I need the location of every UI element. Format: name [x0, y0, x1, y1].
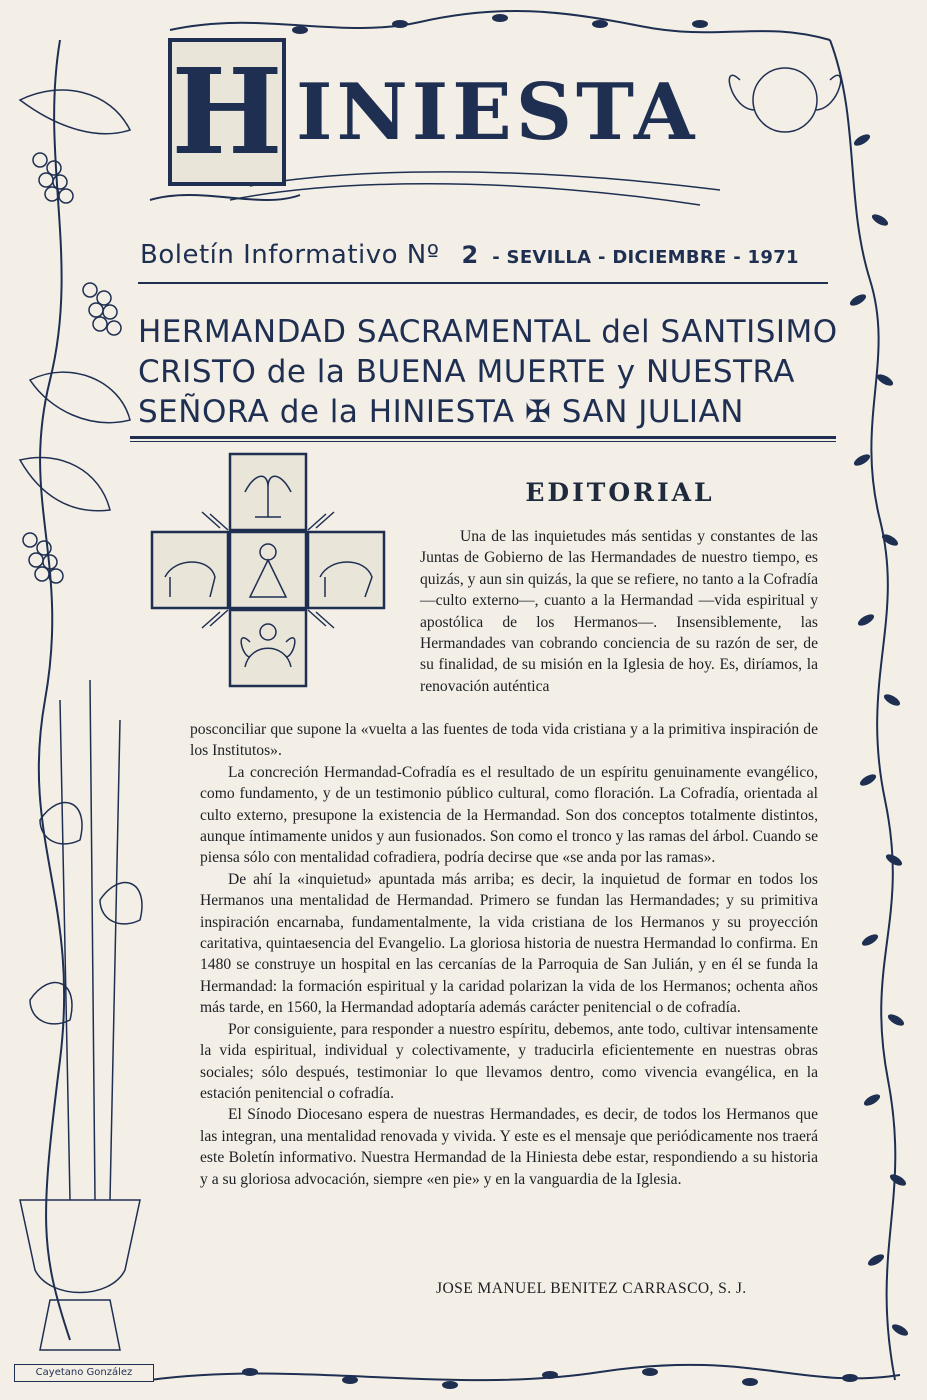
brotherhood-line: CRISTO de la BUENA MUERTE y NUESTRA: [138, 354, 796, 390]
bulletin-label: Boletín Informativo Nº: [140, 240, 440, 270]
masthead-initial: [168, 38, 286, 186]
brotherhood-title: [138, 312, 838, 432]
brotherhood-line: SEÑORA de la HINIESTA ✠ SAN JULIAN: [138, 394, 744, 430]
divider: [130, 436, 836, 439]
editorial-body: [190, 719, 818, 1190]
editorial-paragraph: El Sínodo Diocesano espera de nuestras Hermandades, es decir, de todos los Hermanos que las integran, una mentalidad renovada y vivida. Y este es el mensaje que periódicamente nos traerá este Boletín informativo. Nuestra Hermandad de la Hiniesta debe estar, respondiendo a su historia y a su gloriosa advocación, siempre «en pie» y en la vanguardia de la Iglesia.: [200, 1106, 818, 1188]
divider: [130, 441, 836, 442]
masthead: [168, 38, 728, 188]
bulletin-place-date: - SEVILLA - DICIEMBRE - 1971: [492, 247, 799, 268]
editorial-paragraph: Por consiguiente, para responder a nuestro espíritu, debemos, ante todo, cultivar intensamente la vida espiritual, individual y colectivamente, y traducirla eficientemente en nuestras obras sociales; sólo después, testimoniar lo que llevamos dentro, como vivencia evangélica, en la estación penitencial o cofradía.: [200, 1020, 818, 1102]
editorial-paragraph: Una de las inquietudes más sentidas y constantes de las Juntas de Gobierno de las Hermandades de nuestro tiempo, es quizás, y aun sin quizás, la que se refiere, no tanto a la Cofradía —culto externo—, cuanto a la Hermandad —vida espiritual y apostólica de los Hermanos—. Insensiblemente, las Hermandades van cobrando conciencia de su razón de ser, de su finalidad, de su misión en la Iglesia de hoy. Es, diríamos, la renovación auténtica: [420, 528, 818, 695]
editorial-paragraph: La concreción Hermandad-Cofradía es el resultado de un espíritu genuinamente evangélico, como fundamento, y de un testimonio público cultural, como floración. La Cofradía, orientada al culto externo, presupone la existencia de la Hermandad. Son dos conceptos totalmente distintos, aunque íntimamente unidos y aun fusionados. Son como el tronco y las ramas del árbol. Cuando se piensa sólo con mentalidad cofradiera, podría decirse que «se anda por las ramas».: [200, 763, 818, 867]
brotherhood-line: HERMANDAD SACRAMENTAL del SANTISIMO: [138, 314, 838, 350]
tetramorph-cross-emblem: [150, 452, 386, 688]
editorial-paragraph: De ahí la «inquietud» apuntada más arriba; es decir, la inquietud de formar en todos los Hermanos una mentalidad de Hermandad. Primero se fundan las Hermandades; y su primitiva inspiración encarnaba, fundamentalmente, la vida cristiana de los Hermanos y su proyección caritativa, quintaesencia del Evangelio. La gloriosa historia de nuestra Hermandad lo confirma. En 1480 se construye un hospital en las cercanías de la Parroquia de San Julián, y en él se funda la Hermandad: la formación espiritual y la caridad polarizan la vida de los Hermanos; ochenta años más tarde, en 1560, la Hermandad adoptaría además carácter penitencial o de cofradía.: [200, 870, 818, 1017]
editorial-intro: [420, 526, 818, 697]
divider: [138, 282, 828, 284]
author-signature: JOSE MANUEL BENITEZ CARRASCO, S. J.: [436, 1280, 747, 1297]
artist-signature: Cayetano González: [14, 1364, 154, 1382]
bulletin-info: [140, 240, 840, 280]
editorial-heading: EDITORIAL: [525, 478, 715, 507]
bulletin-number: 2: [461, 241, 479, 269]
editorial-paragraph: posconciliar que supone la «vuelta a las fuentes de toda vida cristiana y a la primitiva inspiración de los Institutos».: [190, 721, 818, 760]
masthead-title: INIESTA: [296, 67, 699, 158]
masthead-initial-letter: H: [171, 42, 283, 181]
